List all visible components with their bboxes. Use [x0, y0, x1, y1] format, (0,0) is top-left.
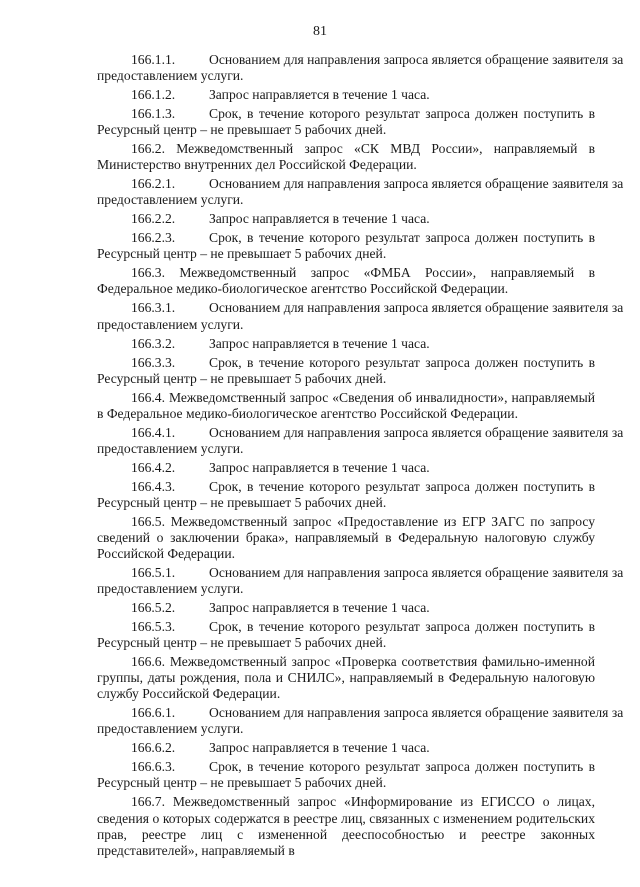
subclause-number: 166.4.2.	[131, 459, 176, 475]
subclause-text: Срок, в течение которого результат запроса должен поступить в	[209, 478, 595, 494]
subclause-text: Основанием для направления запроса является обращение заявителя за	[209, 705, 624, 721]
subclause-text: Основанием для направления запроса является обращение заявителя за	[209, 52, 624, 67]
subclause-text: Срок, в течение которого результат запроса должен поступить в	[209, 759, 595, 775]
subclause-number: 166.5.1.	[131, 564, 176, 580]
subclause-number: 166.6.3.	[131, 759, 176, 775]
subclause-number: 166.3.1.	[131, 300, 176, 316]
clause-paragraph	[97, 514, 595, 562]
subclause-number: 166.1.2.	[131, 87, 176, 103]
subclause-continuation: Ресурсный центр – не превышает 5 рабочих дней.	[97, 775, 387, 791]
subclause	[97, 52, 624, 84]
subclause-text: Основанием для направления запроса является обращение заявителя за	[209, 300, 624, 316]
subclause-number: 166.6.1.	[131, 705, 176, 721]
subclause	[97, 460, 595, 476]
subclause-text: Основанием для направления запроса является обращение заявителя за	[209, 176, 624, 192]
subclause-continuation: предоставлением услуги.	[97, 721, 244, 737]
subclause-continuation: Ресурсный центр – не превышает 5 рабочих дней.	[97, 635, 387, 651]
subclause	[97, 336, 595, 352]
clause-text: 166.4. Межведомственный запрос «Сведения об инвалидности», направляемый в Федеральное медико-биологическое агентство Российской Федерации.	[97, 389, 595, 421]
subclause-number: 166.5.2.	[131, 600, 176, 616]
subclause-continuation: предоставлением услуги.	[97, 440, 244, 456]
subclause-continuation: предоставлением услуги.	[97, 316, 244, 332]
subclause-number: 166.2.3.	[131, 230, 176, 246]
subclause-text: Срок, в течение которого результат запроса должен поступить в	[209, 619, 595, 635]
subclause-continuation: предоставлением услуги.	[97, 192, 244, 208]
clause-paragraph	[97, 794, 595, 858]
clause-paragraph	[97, 654, 595, 702]
subclause-number: 166.6.2.	[131, 740, 176, 756]
subclause	[97, 619, 595, 651]
subclause-number: 166.1.3.	[131, 106, 176, 122]
clause-text: 166.7. Межведомственный запрос «Информирование из ЕГИССО о лицах, сведения о которых содержатся в реестре лиц, связанных с изменением родительских прав, реестре лиц с измененной дееспособностью и реестре законных представителей», направляемый в	[97, 794, 595, 858]
subclause	[97, 424, 624, 457]
subclause-continuation: предоставлением услуги.	[97, 68, 244, 84]
clause-text: 166.3. Межведомственный запрос «ФМБА России», направляемый в Федеральное медико-биологическое агентство Российской Федерации.	[97, 265, 595, 297]
subclause-text: Срок, в течение которого результат запроса должен поступить в	[209, 230, 595, 246]
subclause-text: Запрос направляется в течение 1 часа.	[209, 600, 430, 616]
subclause	[97, 176, 624, 208]
subclause-text: Запрос направляется в течение 1 часа.	[209, 335, 430, 351]
subclause-number: 166.2.2.	[131, 211, 176, 227]
subclause	[97, 300, 624, 332]
clause-text: 166.2. Межведомственный запрос «СК МВД России», направляемый в Министерство внутренних дел Российской Федерации.	[97, 141, 595, 173]
subclause-text: Срок, в течение которого результат запроса должен поступить в	[209, 106, 595, 122]
subclause-continuation: Ресурсный центр – не превышает 5 рабочих дней.	[97, 494, 387, 510]
document-body	[97, 52, 624, 862]
subclause-number: 166.1.1.	[131, 52, 176, 67]
clause-text: 166.6. Межведомственный запрос «Проверка соответствия фамильно-именной группы, даты рождения, пола и СНИЛС», направляемый в Федеральную налоговую службу Российской Федерации.	[97, 654, 595, 702]
subclause	[97, 705, 624, 737]
subclause-text: Запрос направляется в течение 1 часа.	[209, 87, 430, 103]
subclause-continuation: Ресурсный центр – не превышает 5 рабочих дней.	[97, 370, 387, 386]
subclause-continuation: Ресурсный центр – не превышает 5 рабочих дней.	[97, 246, 387, 262]
subclause-continuation: предоставлением услуги.	[97, 581, 244, 597]
clause-paragraph	[97, 265, 595, 297]
subclause-text: Основанием для направления запроса является обращение заявителя за	[209, 564, 624, 580]
subclause-text: Срок, в течение которого результат запроса должен поступить в	[209, 354, 595, 370]
subclause	[97, 740, 595, 756]
subclause	[97, 87, 595, 103]
subclause-text: Запрос направляется в течение 1 часа.	[209, 211, 430, 227]
clause-text: 166.5. Межведомственный запрос «Предоставление из ЕГР ЗАГС по запросу сведений о заключении брака», направляемый в Федеральную налоговую службу Российской Федерации.	[97, 513, 595, 561]
subclause-number: 166.5.3.	[131, 619, 176, 635]
subclause	[97, 230, 595, 262]
subclause-number: 166.4.3.	[131, 478, 176, 494]
subclause	[97, 479, 595, 511]
subclause	[97, 759, 595, 791]
subclause	[97, 600, 595, 616]
subclause-number: 166.3.2.	[131, 335, 176, 351]
subclause-text: Основанием для направления запроса является обращение заявителя за	[209, 424, 624, 440]
subclause	[97, 355, 595, 387]
subclause	[97, 106, 595, 138]
clause-paragraph	[97, 390, 595, 422]
subclause	[97, 211, 595, 227]
subclause	[97, 564, 624, 597]
page-number: 81	[313, 24, 327, 39]
clause-paragraph	[97, 141, 595, 173]
subclause-continuation: Ресурсный центр – не превышает 5 рабочих дней.	[97, 122, 387, 138]
subclause-text: Запрос направляется в течение 1 часа.	[209, 459, 430, 475]
subclause-number: 166.3.3.	[131, 354, 176, 370]
subclause-text: Запрос направляется в течение 1 часа.	[209, 740, 430, 756]
subclause-number: 166.4.1.	[131, 424, 176, 440]
subclause-number: 166.2.1.	[131, 176, 176, 192]
